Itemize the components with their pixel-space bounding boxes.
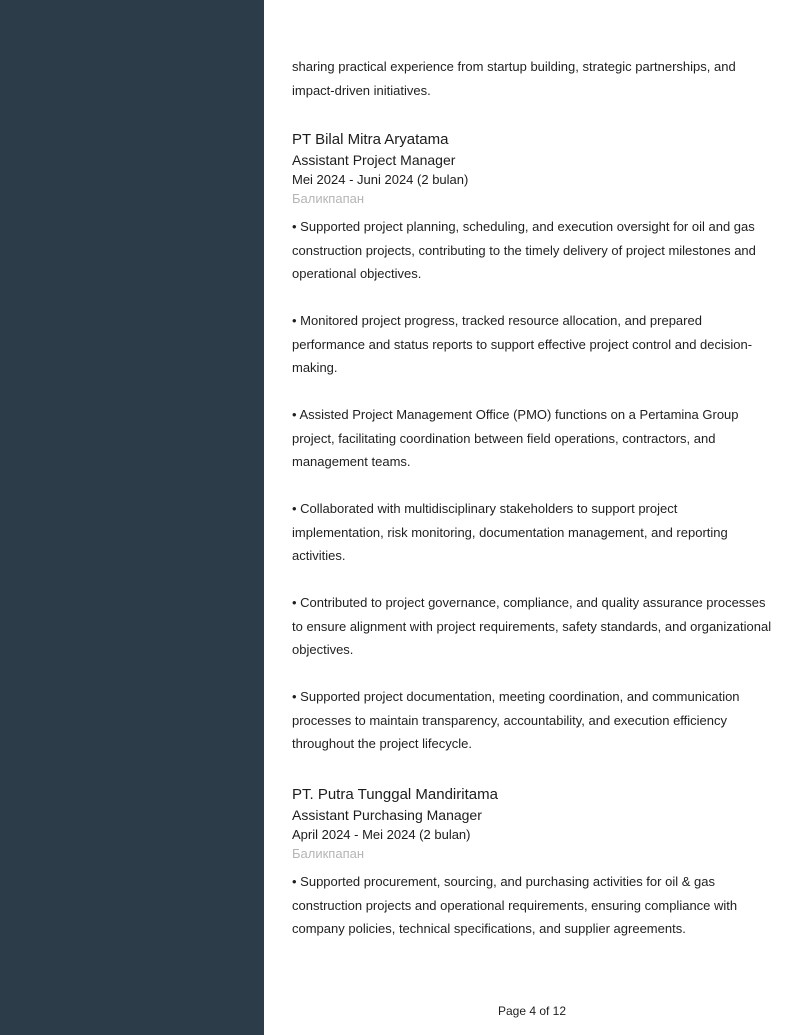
intro-paragraph: sharing practical experience from startup building, strategic partnerships, and impact-driven initiatives.	[292, 59, 736, 98]
page-number: Page 4 of 12	[497, 1004, 567, 1018]
job-bullet: • Monitored project progress, tracked resource allocation, and prepared performance and status reports to support effective project control and decision-making.	[292, 313, 753, 375]
job-dates: Mei 2024 - Juni 2024 (2 bulan)	[292, 172, 469, 187]
job-entry-2	[292, 785, 772, 941]
job-company: PT. Putra Tunggal Mandiritama	[292, 786, 498, 803]
sidebar-panel	[0, 0, 264, 1035]
job-title: Assistant Project Manager	[292, 152, 456, 168]
job-title: Assistant Purchasing Manager	[292, 807, 482, 823]
job-bullet: • Contributed to project governance, compliance, and quality assurance processes to ensure alignment with project requirements, safety standards, and organizational objectives.	[292, 595, 772, 657]
job-bullet: • Supported project documentation, meeting coordination, and communication processes to maintain transparency, accountability, and execution efficiency throughout the project lifecycle.	[292, 689, 740, 751]
job-dates: April 2024 - Mei 2024 (2 bulan)	[292, 827, 471, 842]
job-company: PT Bilal Mitra Aryatama	[292, 131, 449, 148]
job-bullet: • Supported project planning, scheduling, and execution oversight for oil and gas construction projects, contributing to the timely delivery of project milestones and operational objectives.	[292, 219, 756, 281]
job-bullet: • Supported procurement, sourcing, and purchasing activities for oil & gas construction projects and operational requirements, ensuring compliance with company policies, technical specifications, and supplier agreements.	[292, 874, 738, 936]
job-location: Баликпапан	[292, 191, 365, 206]
job-bullet: • Assisted Project Management Office (PMO) functions on a Pertamina Group project, facilitating coordination between field operations, contractors, and management teams.	[292, 407, 739, 469]
job-bullet: • Collaborated with multidisciplinary stakeholders to support project implementation, risk monitoring, documentation management, and reporting activities.	[292, 501, 728, 563]
job-location: Баликпапан	[292, 846, 365, 861]
job-entry-1	[292, 130, 772, 756]
